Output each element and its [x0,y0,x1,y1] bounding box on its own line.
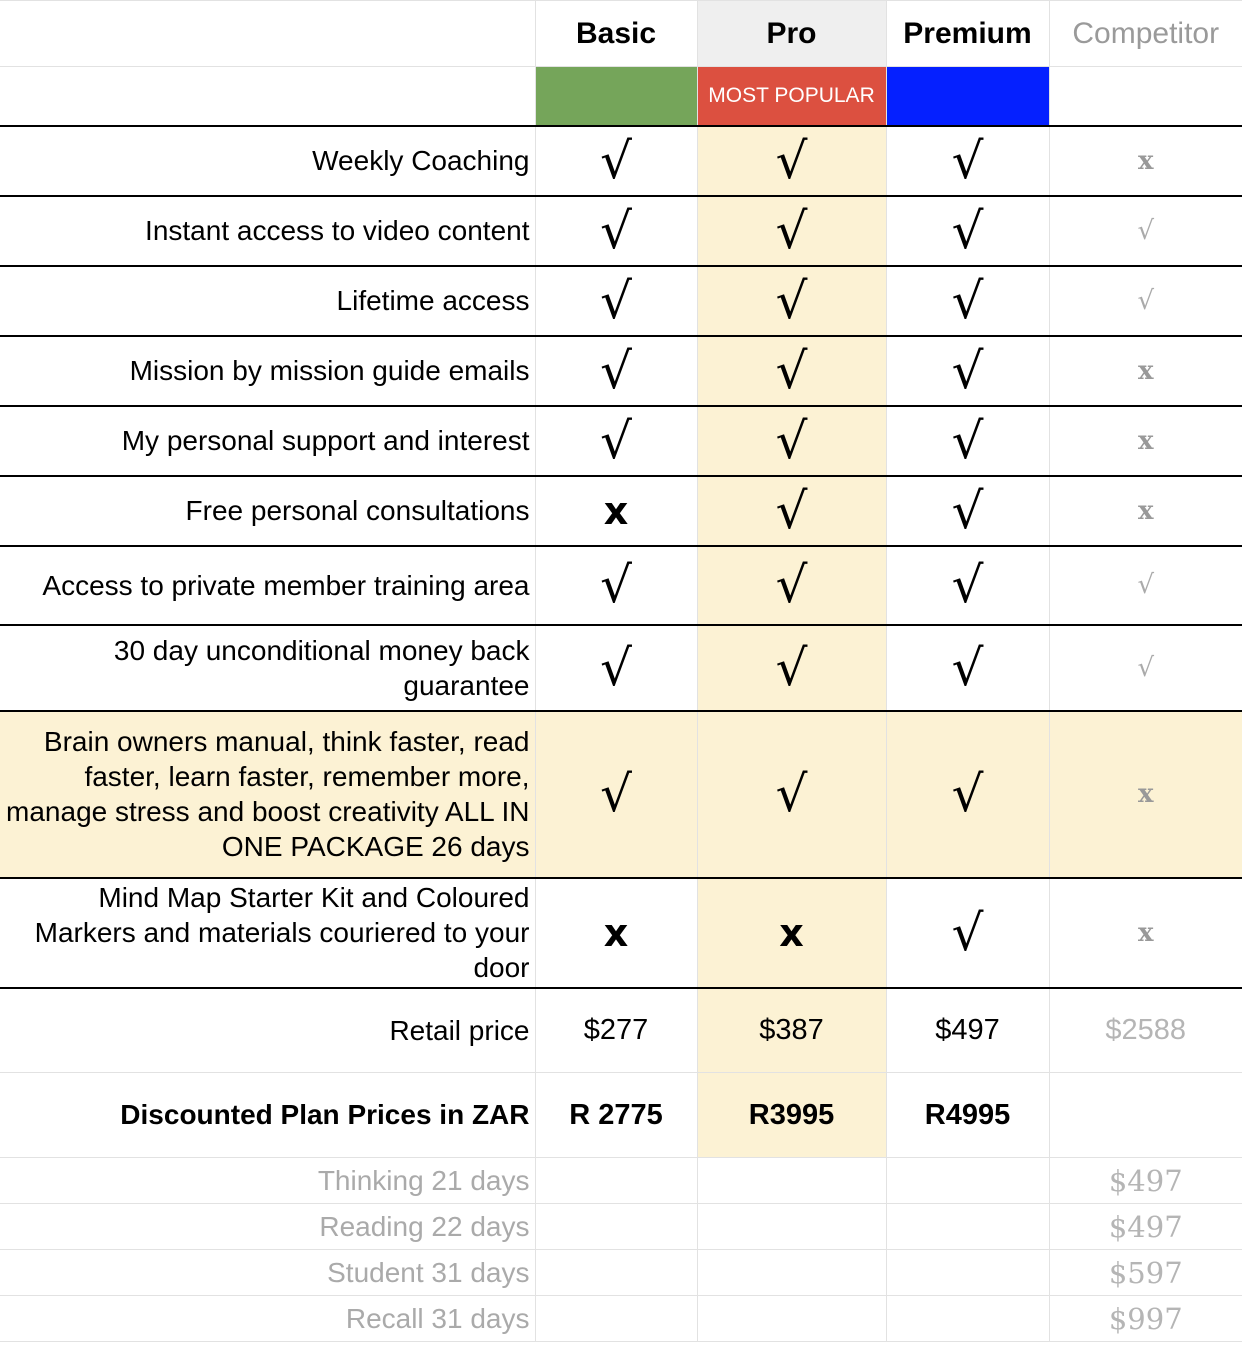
feature-row [0,406,1242,476]
feature-row [0,546,1242,625]
feature-row [0,878,1242,988]
header-row [0,1,1242,67]
competitor-band-cell[interactable] [1049,67,1242,126]
course-price[interactable]: $497 [1049,1158,1242,1204]
competitor-cross-icon[interactable]: x [1049,336,1242,406]
band-empty-cell[interactable] [0,67,535,126]
competitor-check-icon[interactable]: √ [1049,196,1242,266]
competitor-cross-icon[interactable]: x [1049,126,1242,196]
discounted-price-premium[interactable]: R4995 [886,1073,1049,1158]
basic-cross-icon[interactable]: x [535,476,697,546]
premium-check-icon[interactable]: √ [886,406,1049,476]
course-basic-cell[interactable] [535,1296,697,1342]
course-premium-cell[interactable] [886,1296,1049,1342]
competitor-course-row [0,1204,1242,1250]
feature-row [0,476,1242,546]
course-label[interactable]: Reading 22 days [0,1204,535,1250]
most-popular-badge[interactable]: MOST POPULAR [697,67,886,126]
premium-check-icon[interactable]: √ [886,336,1049,406]
feature-row [0,196,1242,266]
premium-check-icon[interactable]: √ [886,196,1049,266]
basic-check-icon[interactable]: √ [535,546,697,625]
pro-check-icon[interactable]: √ [697,336,886,406]
pro-check-icon[interactable]: √ [697,546,886,625]
feature-label[interactable]: 30 day unconditional money back guarantee [0,625,535,711]
pro-check-icon[interactable]: √ [697,126,886,196]
pro-check-icon[interactable]: √ [697,625,886,711]
course-pro-cell[interactable] [697,1296,886,1342]
premium-check-icon[interactable]: √ [886,878,1049,988]
competitor-check-icon[interactable]: √ [1049,625,1242,711]
course-pro-cell[interactable] [697,1250,886,1296]
pro-check-icon[interactable]: √ [697,266,886,336]
premium-check-icon[interactable]: √ [886,476,1049,546]
feature-label[interactable]: Brain owners manual, think faster, read faster, learn faster, remember more, manage stress and boost creativity ALL IN ONE PACKAGE 26 days [0,711,535,878]
basic-check-icon[interactable]: √ [535,711,697,878]
basic-check-icon[interactable]: √ [535,266,697,336]
premium-check-icon[interactable]: √ [886,625,1049,711]
competitor-cross-icon[interactable]: x [1049,476,1242,546]
premium-color-band[interactable] [886,67,1049,126]
premium-check-icon[interactable]: √ [886,711,1049,878]
feature-label[interactable]: Instant access to video content [0,196,535,266]
course-price[interactable]: $997 [1049,1296,1242,1342]
course-label[interactable]: Student 31 days [0,1250,535,1296]
band-row [0,67,1242,126]
discounted-price-basic[interactable]: R 2775 [535,1073,697,1158]
premium-check-icon[interactable]: √ [886,266,1049,336]
feature-rows [0,126,1242,988]
course-premium-cell[interactable] [886,1158,1049,1204]
competitor-cross-icon[interactable]: x [1049,406,1242,476]
pro-check-icon[interactable]: √ [697,711,886,878]
basic-check-icon[interactable]: √ [535,336,697,406]
course-premium-cell[interactable] [886,1250,1049,1296]
competitor-course-rows [0,1158,1242,1342]
course-pro-cell[interactable] [697,1158,886,1204]
header-pro[interactable]: Pro [697,1,886,67]
retail-price-row [0,988,1242,1073]
discounted-price-competitor[interactable] [1049,1073,1242,1158]
header-competitor[interactable]: Competitor [1049,1,1242,67]
pro-check-icon[interactable]: √ [697,476,886,546]
competitor-check-icon[interactable]: √ [1049,266,1242,336]
retail-price-basic[interactable]: $277 [535,988,697,1073]
pro-check-icon[interactable]: √ [697,196,886,266]
course-label[interactable]: Recall 31 days [0,1296,535,1342]
basic-check-icon[interactable]: √ [535,126,697,196]
course-label[interactable]: Thinking 21 days [0,1158,535,1204]
course-pro-cell[interactable] [697,1204,886,1250]
feature-label[interactable]: Access to private member training area [0,546,535,625]
feature-row [0,266,1242,336]
course-basic-cell[interactable] [535,1158,697,1204]
retail-price-competitor[interactable]: $2588 [1049,988,1242,1073]
feature-row [0,625,1242,711]
retail-price-premium[interactable]: $497 [886,988,1049,1073]
course-price[interactable]: $597 [1049,1250,1242,1296]
premium-check-icon[interactable]: √ [886,546,1049,625]
basic-check-icon[interactable]: √ [535,625,697,711]
course-basic-cell[interactable] [535,1204,697,1250]
discounted-price-pro[interactable]: R3995 [697,1073,886,1158]
competitor-course-row [0,1250,1242,1296]
discounted-price-label[interactable]: Discounted Plan Prices in ZAR [0,1073,535,1158]
feature-row [0,711,1242,878]
basic-check-icon[interactable]: √ [535,196,697,266]
feature-label[interactable]: My personal support and interest [0,406,535,476]
header-basic[interactable]: Basic [535,1,697,67]
competitor-cross-icon[interactable]: x [1049,878,1242,988]
feature-label[interactable]: Free personal consultations [0,476,535,546]
retail-price-label[interactable]: Retail price [0,988,535,1073]
competitor-course-row [0,1158,1242,1204]
feature-label[interactable]: Mind Map Starter Kit and Coloured Markers and materials couriered to your door [0,878,535,988]
feature-row [0,126,1242,196]
header-empty-cell[interactable] [0,1,535,67]
discounted-price-row [0,1073,1242,1158]
course-premium-cell[interactable] [886,1204,1049,1250]
competitor-cross-icon[interactable]: x [1049,711,1242,878]
retail-price-pro[interactable]: $387 [697,988,886,1073]
feature-label[interactable]: Weekly Coaching [0,126,535,196]
course-basic-cell[interactable] [535,1250,697,1296]
basic-cross-icon[interactable]: x [535,878,697,988]
premium-check-icon[interactable]: √ [886,126,1049,196]
basic-color-band[interactable] [535,67,697,126]
competitor-check-icon[interactable]: √ [1049,546,1242,625]
feature-label[interactable]: Mission by mission guide emails [0,336,535,406]
pro-check-icon[interactable]: √ [697,406,886,476]
competitor-course-row [0,1296,1242,1342]
feature-row [0,336,1242,406]
course-price[interactable]: $497 [1049,1204,1242,1250]
header-premium[interactable]: Premium [886,1,1049,67]
basic-check-icon[interactable]: √ [535,406,697,476]
feature-label[interactable]: Lifetime access [0,266,535,336]
pro-cross-icon[interactable]: x [697,878,886,988]
